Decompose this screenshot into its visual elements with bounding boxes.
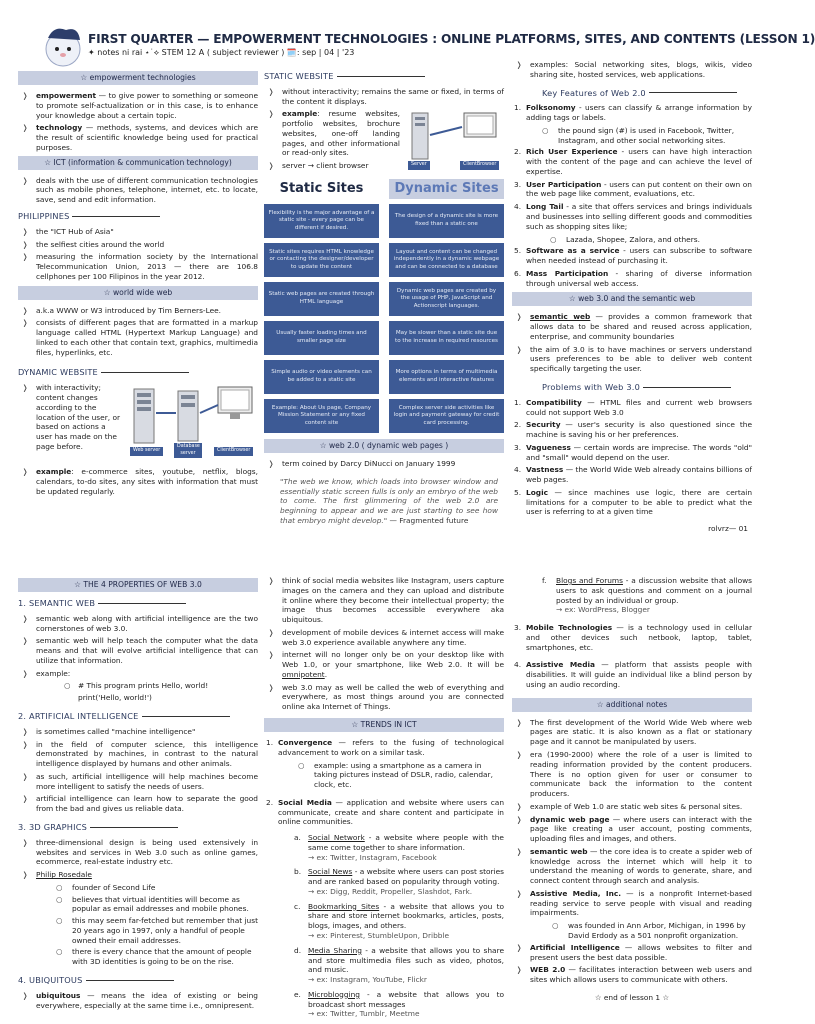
term: semantic web [530, 846, 588, 856]
definition: - users can put content on their own on the web page like comment, evaluations, etc. [526, 179, 752, 199]
bullet-marker: ○ [552, 921, 559, 931]
table-cell: Dynamic web pages are created by the usage of PHP, JavaScript and Actionscript languages. [389, 282, 504, 316]
static-website-diagram [404, 109, 504, 171]
section-bar: ☆ THE 4 PROPERTIES OF WEB 3.0 [18, 578, 258, 592]
sub-item-text: the pound sign (#) is used in Facebook, Twitter, Instagram, and other social networking sites. [558, 125, 735, 145]
list-item: ❭ server → client browser [268, 161, 369, 171]
list-item-text: as such, artificial intelligence will help machines become more intelligent to satisfy the needs of users. [36, 771, 258, 791]
definition: example of Web 1.0 are static web sites & personal sites. [530, 801, 743, 811]
bullet-marker: ❭ [22, 739, 29, 749]
definition: — is a nonprofit Internet-based reading service to serve people with visual and reading impairments. [530, 888, 752, 918]
web-server-label: Web server [130, 447, 163, 455]
list-item [264, 902, 504, 941]
web3-list [512, 312, 752, 374]
semantic-list [18, 614, 258, 679]
list-item [18, 669, 258, 679]
page-1 [0, 0, 768, 533]
term: User Participation [526, 179, 602, 189]
list-item: 1. Convergence — refers to the fusing of technological advancement to work on a similar task. [266, 737, 504, 757]
bullet-marker [64, 693, 78, 703]
section-bar: ☆ empowerment technologies [18, 71, 258, 85]
definition: — user's security is also questioned since the machine is saving his or her preferences. [526, 420, 752, 440]
table-cell: Complex server side activities like login and payment gateway for credit card processing. [389, 399, 504, 433]
section-bar: ☆ additional notes [512, 698, 752, 712]
term: Vagueness [526, 442, 571, 452]
bullet-marker: ○ [64, 681, 71, 691]
list-item [512, 420, 752, 440]
term: Long Tail [526, 202, 564, 212]
list-marker: e. [294, 989, 301, 999]
list-item-text: the "ICT Hub of Asia" [36, 226, 114, 236]
social-media-list [264, 833, 504, 1019]
term: Software as a service [526, 246, 620, 256]
list-item [512, 345, 752, 374]
list-item [264, 867, 504, 896]
code-text: # This program prints Hello, world! [78, 681, 209, 691]
definition: - users can subscribe to software when needed instead of purchasing it. [526, 246, 753, 266]
sub-item [18, 916, 258, 945]
page-title: FIRST QUARTER — EMPOWERMENT TECHNOLOGIES : ONLINE PLATFORMS, SITES, AND CONTENTS (LESSON 1) [88, 32, 815, 46]
bullet-marker: ❭ [268, 650, 275, 660]
page-subtitle: ✦ notes ni rai ⋆˙⟡ STEM 12 A ( subject reviewer ) 🗓️: sep | 04 | '23 [88, 48, 355, 57]
term: Vastness [526, 465, 564, 475]
list-item [512, 398, 752, 418]
p1-column-2 [264, 69, 504, 526]
definition: - a website that allows you to broadcast short messages [308, 989, 504, 1009]
bullet-marker: ❭ [22, 771, 29, 781]
list-item-text [530, 312, 752, 341]
list-item [512, 312, 752, 341]
table-cell: Flexibility is the major advantage of a static site - every page can be different if desired. [264, 204, 379, 238]
static-block [264, 109, 504, 174]
list-item [264, 946, 504, 985]
sub-item [18, 947, 258, 967]
section-bar: ☆ web 2.0 ( dynamic web pages ) [264, 439, 504, 453]
list-item-text: semantic web along with artificial intelligence are the two cornerstones of web 3.0. [36, 613, 258, 633]
sub-item-text: founder of Second Life [72, 882, 156, 892]
bullet-marker: ❭ [22, 668, 29, 678]
list-item-text: semantic web will help teach the computer what the data means and that will evolve artificial intelligence that can utilize that information. [36, 636, 258, 665]
list-item-text: consists of different pages that are formatted in a markup language called HTML (Hypertext Markup Language) and linked to each other that contain text, graphics, multimedia files, hyperlinks, etc. [36, 318, 258, 357]
bullet-marker: ❭ [22, 226, 29, 236]
www-list [18, 306, 258, 358]
philippines-list [18, 227, 258, 282]
list-item [512, 269, 752, 289]
list-item [264, 576, 504, 625]
list-item-text: web 3.0 may as well be called the web of everything and everywhere, as most things around you are connected online aka Internet of Things. [282, 682, 504, 712]
list-item: ❭ technology — methods, systems, and devices which are the result of scientific knowledge being used for practical purposes. [22, 123, 258, 152]
p2-column-2 [264, 576, 504, 1024]
list-item-text [526, 147, 752, 176]
list-item: 2. Social Media — application and website where users can communicate, create and share content and participate in online communities. [266, 797, 504, 827]
philip-sublist [18, 883, 258, 967]
bullet-marker: ❭ [516, 846, 523, 856]
list-item-text: in the field of computer science, this intelligence demonstrated by machines, in contrast to the natural intelligence displayed by humans and other animals. [36, 739, 258, 769]
list-item [18, 614, 258, 634]
list-item [264, 628, 504, 648]
term: semantic web [530, 312, 591, 322]
ubiquitous-list [264, 576, 504, 712]
definition: The first development of the World Wide Web where web pages are static. It is also known as a flat or stationary page and it cannot be manipulated by users. [530, 717, 752, 747]
definition: — certain words are imprecise. The words "old" and "small" would depend on the user. [526, 442, 752, 462]
section-bar: ☆ world wide web [18, 286, 258, 300]
omnipotent-word: omnipotent [282, 669, 325, 679]
code-text: print('Hello, world!') [78, 693, 152, 703]
page-number: rolvrz— 01 [708, 524, 748, 533]
term: Social Network [308, 833, 365, 843]
list-item [18, 772, 258, 792]
definition: - a website where users can post stories and are ranked based on popularity through voting. [308, 867, 505, 887]
sub-item-text: believes that virtual identities will become as popular as email addresses and mobile phones. [72, 894, 249, 914]
list-item [18, 727, 258, 737]
definition: — allows websites to filter and present users the best data possible. [530, 942, 752, 962]
bullet-marker: 5. [514, 246, 522, 256]
examples: → ex: Pinterest, StumbleUpon, Dribble [308, 930, 450, 940]
sub-item-text: there is every chance that the amount of people with 3D identities is going to be on the rise. [72, 947, 252, 967]
examples: → ex: Twitter, Tumblr, Meetme [308, 1009, 420, 1019]
quote: "The web we know, which loads into browser window and essentially static screen fulls is only an embryo of the web to come. The first glimmering of the web 2.0 are beginning to appear and we are just starting to see how that embryo might develop." — Fragmented future [280, 476, 498, 525]
table-cell: Static web pages are created through HTML language [264, 282, 379, 316]
ai-list [18, 727, 258, 814]
list-item-text [530, 718, 752, 747]
list-marker: d. [294, 945, 302, 955]
server-label: Server [408, 161, 430, 169]
list-item [18, 794, 258, 814]
list-item [18, 240, 258, 250]
bullet-marker: ❭ [516, 312, 523, 322]
term: Social News [308, 867, 353, 877]
list-item [512, 246, 752, 266]
list-item-text [308, 833, 504, 862]
term: Bookmarking Sites [308, 901, 380, 911]
list-item [512, 943, 752, 963]
list-item-text [308, 946, 504, 985]
bullet-marker: ❭ [268, 627, 275, 637]
term: Media Sharing [308, 945, 362, 955]
section-heading: Key Features of Web 2.0 [512, 88, 752, 99]
list-item: ❭ empowerment — to give power to something or someone to promote self-actualization or in this case, is to enhance your knowledge about a certain topic. [22, 91, 258, 120]
bullet-marker: ❭ [268, 576, 275, 585]
additional-notes-list [512, 718, 752, 985]
definition: — where users can interact with the page like creating a user account, posting comments, uploading files and images, and others. [530, 814, 752, 844]
list-item-text: development of mobile devices & internet access will make web 3.0 experience available anywhere any time. [282, 627, 504, 647]
bullet-marker: ❭ [22, 252, 29, 262]
list-item [512, 718, 752, 747]
list-item-text [526, 465, 752, 485]
list-item [18, 318, 258, 357]
bullet-marker: ❭ [516, 344, 523, 354]
list-item-text: example: [36, 668, 71, 678]
bullet-marker: 5. [514, 487, 522, 497]
sub-item-text: Lazada, Shopee, Zalora, and others. [566, 234, 700, 244]
bullet-marker: ○ [550, 234, 557, 244]
bullet-marker: ❭ [516, 965, 523, 975]
bullet-marker: ❭ [516, 942, 523, 952]
bullet-marker: ❭ [22, 613, 29, 623]
term: Logic [526, 487, 548, 497]
sub-item [18, 895, 258, 915]
section-heading: PHILIPPINES [18, 211, 258, 222]
list-item-text [530, 802, 752, 812]
list-item [512, 443, 752, 463]
list-item-text: internet will no longer only be on your desktop like with Web 1.0, or your smartphone, like Web 2.0. It will be omnipotent. [282, 650, 504, 679]
list-item [512, 965, 752, 985]
bullet-marker: ○ [56, 947, 63, 957]
sub-item-text: was founded in Ann Arbor, Michigan, in 1996 by David Erdody as a 501 nonprofit organization. [568, 921, 746, 940]
list-item-text [526, 269, 752, 289]
list-item: ❭ without interactivity; remains the same or fixed, in terms of the content it displays. [268, 86, 504, 106]
sub-item [512, 126, 752, 146]
bullet-marker: ❭ [22, 794, 29, 804]
p1-column-3 [512, 60, 752, 520]
list-item-text [530, 815, 752, 844]
list-item [512, 889, 752, 918]
list-item: 3. Mobile Technologies — is a technology used in cellular and other devices such netbook, laptop, tablet, smartphones, etc. [514, 623, 752, 652]
term: Artificial Intelligence [530, 942, 620, 952]
bullet-marker: 1. [514, 103, 522, 113]
list-item-text [526, 103, 752, 123]
section-bar: ☆ TRENDS IN ICT [264, 718, 504, 732]
term: Mass Participation [526, 268, 609, 278]
bullet-marker: ❭ [22, 305, 29, 315]
list-item: f. Blogs and Forums - a discussion website that allows users to ask questions and comment on a journal posted by an individual or group. → ex: WordPress, Blogger [542, 576, 752, 615]
bullet-marker: ○ [56, 916, 63, 926]
list-item: ❭ deals with the use of different communication technologies such as mobile phones, telephone, internet, etc. to locate, save, send and edit information. [22, 175, 258, 205]
table-header: Dynamic Sites [389, 179, 504, 199]
list-item [512, 802, 752, 812]
bullet-marker: ❭ [516, 717, 523, 727]
list-item: ❭ example: resume websites, portfolio websites, brochure websites, one-off landing pages, and other informational or read-only sites. [268, 109, 400, 158]
sub-item [512, 235, 752, 245]
definition: era (1990-2000) where the role of a user is limited to reading information provided by the content producers. There is no option given for user or consumer to communicate back the information to the content producers. [530, 749, 752, 799]
bullet-marker: 3. [514, 442, 522, 452]
list-item-text [526, 488, 752, 517]
list-item [18, 636, 258, 665]
list-item [512, 103, 752, 123]
client-browser-label: ClientBrowser [460, 161, 499, 169]
list-marker: c. [294, 901, 301, 911]
definition: - users can classify & arrange information by adding tags or labels. [526, 103, 752, 123]
list-item [512, 180, 752, 200]
term: Assistive Media, Inc. [530, 888, 622, 898]
list-item-text [308, 867, 504, 896]
client-browser-label: ClientBrowser [214, 447, 253, 455]
static-vs-dynamic-table [264, 179, 504, 433]
key-features-list [512, 103, 752, 288]
dynamic-block [18, 383, 258, 465]
list-item-text [526, 246, 752, 266]
definition: - users can have high interaction with the content of the page and can achieve the level of expertise. [526, 147, 752, 176]
list-item-text: a.k.a WWW or W3 introduced by Tim Berners-Lee. [36, 305, 222, 315]
term: Microblogging [308, 989, 360, 999]
list-item: ❭ examples: Social networking sites, blogs, wikis, video sharing site, hosted services, web applications. [516, 60, 752, 79]
list-item [512, 147, 752, 176]
list-item-text: is sometimes called "machine intelligence" [36, 726, 196, 736]
list-item-text: think of social media websites like Instagram, users capture images on the camera and they can upload and distribute it online where they become their intellectual property; the image thus becomes accessible everywhere aka ubiquitous. [282, 576, 504, 625]
sub-item: ○ example: using a smartphone as a camera in taking pictures instead of DSLR, radio, calendar, clock, etc. [298, 760, 493, 790]
list-item-text [530, 889, 752, 918]
definition: — since machines use logic, there are certain limitations for a computer to be able to predict what the user is referring to at a given time [526, 487, 752, 517]
section-heading: 2. ARTIFICIAL INTELLIGENCE [18, 711, 258, 722]
definition: - sharing of diverse information through universal web access. [526, 268, 752, 288]
bullet-marker: 4. [514, 202, 522, 212]
sub-item-text: this may seem far-fetched but remember that just 20 years ago in 1997, only a handful of people owned their email addresses. [72, 916, 258, 945]
term: Rich User Experience [526, 147, 618, 157]
term: Compatibility [526, 397, 582, 407]
examples: → ex: Digg, Reddit, Propeller, Slashdot, Fark. [308, 886, 473, 896]
bullet-marker: ○ [56, 894, 63, 904]
term: dynamic web page [530, 814, 610, 824]
definition: — provides a common framework that allows data to be shared and reused across application, enterprise, and community boundaries [530, 312, 753, 341]
table-cell: May be slower than a static site due to the increase in required resources [389, 321, 504, 355]
list-item-text [526, 420, 752, 440]
definition: - a website that allows you to share and store multimedia files such as video, photos, and music. [308, 945, 505, 975]
table-cell: Usually faster loading times and smaller page size [264, 321, 379, 355]
bullet-marker: ❭ [516, 814, 523, 824]
list-marker: b. [294, 867, 302, 877]
list-item [18, 740, 258, 769]
page-2 [0, 568, 768, 1024]
bullet-marker: 2. [514, 420, 522, 430]
code-example [18, 681, 258, 703]
section-heading: STATIC WEBSITE [264, 71, 504, 82]
bullet-marker: ❭ [22, 239, 29, 249]
list-item-text [308, 990, 504, 1019]
list-item-text [526, 202, 752, 231]
bullet-marker: 3. [514, 179, 522, 189]
list-item [18, 252, 258, 281]
list-item [264, 990, 504, 1019]
list-item-text: the selfiest cities around the world [36, 239, 165, 249]
term: Security [526, 420, 561, 430]
list-item [264, 650, 504, 679]
examples: → ex: Twitter, Instagram, Facebook [308, 852, 437, 862]
list-item-text [308, 902, 504, 941]
list-item-text [526, 398, 752, 418]
list-item: ❭ ubiquitous — means the idea of existing or being everywhere, especially at the same time i.e., omnipresent. [22, 990, 258, 1010]
list-item [18, 306, 258, 316]
list-item-text [530, 965, 752, 985]
examples: → ex: Instagram, YouTube, Flickr [308, 975, 427, 985]
bullet-marker: ❭ [516, 888, 523, 898]
bullet-marker: ❭ [516, 801, 523, 811]
table-header: Static Sites [279, 181, 364, 197]
problems-list [512, 398, 752, 517]
list-item [512, 847, 752, 886]
end-note: ☆ end of lesson 1 ☆ [594, 992, 670, 1002]
list-item: ❭ Philip Rosedale [22, 870, 92, 880]
bullet-marker: ❭ [22, 837, 29, 847]
bullet-marker: 2. [514, 147, 522, 157]
list-item [18, 838, 258, 867]
table-cell: Simple audio or video elements can be added to a static site [264, 360, 379, 394]
definition: - a website where people with the same come together to share information. [308, 833, 504, 852]
table-cell: The design of a dynamic site is more fixed than a static one [389, 204, 504, 238]
section-bar: ☆ web 3.0 and the semantic web [512, 292, 752, 306]
table-cell: More options in terms of multimedia elements and interactive features [389, 360, 504, 394]
bullet-marker: ❭ [516, 749, 523, 759]
list-item [512, 202, 752, 231]
section-heading: DYNAMIC WEBSITE [18, 367, 258, 378]
definition: the aim of 3.0 is to have machines or servers understand users preferences to be able to deliver web content specifically targeting the user. [530, 344, 752, 374]
list-item: 4. Assistive Media — platform that assists people with disabilities. It will guide an individual like a blind person by using an audio recording. [514, 660, 752, 689]
bullet-marker: ○ [542, 125, 549, 135]
bullet-marker: ❭ [22, 318, 29, 328]
p2-column-3 [512, 576, 752, 1003]
list-item-text [530, 345, 752, 374]
list-item [512, 750, 752, 799]
list-item [18, 227, 258, 237]
table-cell: Example: About Us page, Company Mission Statement or any fixed content site [264, 399, 379, 433]
list-item [512, 488, 752, 517]
list-item-text [526, 443, 752, 463]
list-item-text [530, 847, 752, 886]
definition: - a site that offers services and brings individuals and businesses into selling different goods and commodities such as shopping sites like; [526, 202, 752, 231]
dynamic-website-diagram [126, 383, 258, 465]
list-item-text: measuring the information society by the International Telecommunication Union, 2013 — there are 106.8 cellphones per 100 Filipinos in the year 2012. [36, 252, 258, 281]
list-item [264, 833, 504, 862]
bullet-marker: ○ [56, 882, 63, 892]
list-item: ❭ term coined by Darcy DiNucci on January 1999 [268, 458, 456, 468]
section-heading: 4. UBIQUITOUS [18, 975, 258, 986]
list-item-text: artificial intelligence can learn how to separate the good from the bad and gives us reliable data. [36, 794, 258, 814]
term: WEB 2.0 [530, 965, 566, 975]
list-item-text: three-dimensional design is being used extensively in websites and services in Web 3.0 such as online games, ecommerce, real-estate industry etc. [36, 837, 258, 867]
definition: — HTML files and current web browsers could not support Web 3.0 [526, 397, 752, 417]
definition: - a website that allows you to share and store internet bookmarks, articles, posts, blogs, images, and others. [308, 901, 504, 931]
p1-column-1 [18, 69, 258, 500]
list-item-text [530, 750, 752, 799]
list-item [512, 815, 752, 844]
table-cell: Layout and content can be changed independently in a dynamic webpage and can be connected to a database [389, 243, 504, 277]
bullet-marker: ❭ [268, 682, 275, 692]
code-line [18, 693, 258, 703]
definition: — facilitates interaction between web users and sites which allows users to communicate with others. [530, 965, 752, 985]
3d-list [18, 838, 258, 867]
bullet-marker: 1. [514, 397, 522, 407]
sub-item [18, 883, 258, 893]
p2-column-1 [18, 576, 258, 1013]
list-marker: a. [294, 833, 301, 843]
list-item-text [530, 943, 752, 963]
database-server-label: Database server [174, 443, 202, 458]
list-item: ❭ with interactivity; content changes according to the location of the user, or based on actions a user has made on the page before. [22, 383, 121, 451]
list-item [264, 683, 504, 712]
section-bar: ☆ ICT (information & communication technology) [18, 156, 258, 170]
list-item [512, 465, 752, 485]
bullet-marker: 6. [514, 268, 522, 278]
list-item-text [526, 180, 752, 200]
sub-item [512, 921, 752, 941]
section-heading: Problems with Web 3.0 [512, 382, 752, 393]
section-heading: 1. SEMANTIC WEB [18, 598, 258, 609]
term: Folksonomy [526, 103, 576, 113]
definition: — the core idea is to create a spider web of knowledge across the internet which will help it to understand the meaning of words to generate, share, and connect content through search and analysis. [530, 846, 753, 886]
table-cell: Static sites requires HTML knowledge or contacting the designer/developer to update the content [264, 243, 379, 277]
bullet-marker: ❭ [22, 636, 29, 646]
section-heading: 3. 3D GRAPHICS [18, 822, 258, 833]
list-item: ❭ example: e-commerce sites, youtube, netflix, blogs, calendars, to-do sites, any sites with information that must be updated regularly. [22, 467, 258, 496]
bullet-marker: 4. [514, 465, 522, 475]
definition: — the World Wide Web already contains billions of web pages. [526, 465, 752, 485]
code-line [18, 681, 258, 691]
bullet-marker: ❭ [22, 726, 29, 736]
